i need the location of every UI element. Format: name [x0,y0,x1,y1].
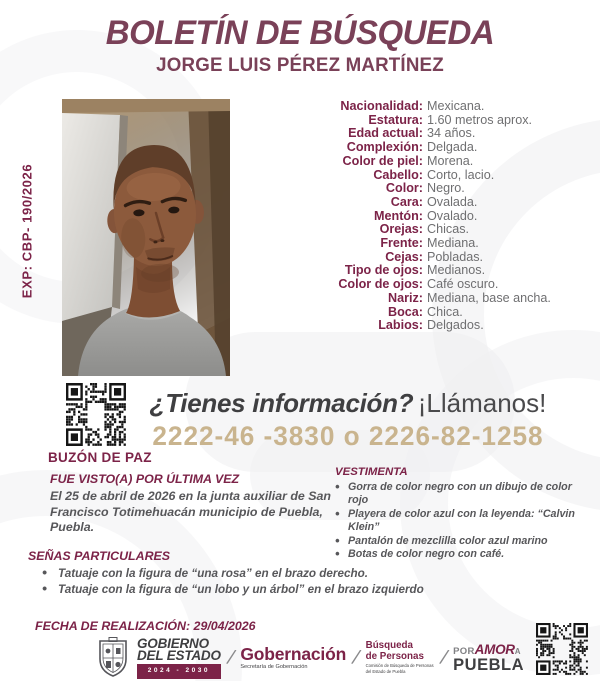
characteristic-label: Color de ojos: [338,277,423,292]
characteristic-row [295,210,595,224]
busqueda-sub2: del Estado de Puebla [365,668,406,674]
qr-code-contact [66,383,126,446]
characteristic-label: Cara: [390,194,423,209]
gobernacion-logo [240,646,346,670]
characteristic-value: Chica. [427,304,463,319]
characteristic-row [295,306,595,320]
characteristic-value: Mediana, base ancha. [427,290,551,305]
characteristic-row [295,319,595,333]
characteristic-value: Mediana. [427,236,479,251]
logo-separator: / [439,646,448,669]
characteristic-label: Complexión: [346,140,423,155]
clothing-title: VESTIMENTA [335,466,408,478]
gobierno-line2: DEL ESTADO [137,648,221,663]
qr-code-bottom [536,623,588,675]
clothing-item: • Pantalón de mezclilla color azul marino [335,535,591,548]
expediente-number: EXP: CBP- 190/2026 [19,163,35,299]
characteristic-label: Labios: [378,318,423,333]
characteristic-row [295,100,595,114]
characteristic-row [295,196,595,210]
characteristic-row [295,223,595,237]
logo-separator: / [226,646,235,669]
clothing-item: • Botas de color negro con café. [335,548,591,561]
amor-logo-amor: AMOR [474,642,515,657]
characteristic-row [295,292,595,306]
amor-logo-puebla: PUEBLA [453,656,525,674]
last-seen-title: FUE VISTO(A) POR ÚLTIMA VEZ [50,472,240,486]
characteristic-value: Café oscuro. [427,277,499,292]
characteristic-value: Pobladas. [427,249,484,264]
contact-call-to-action: ¡Llámanos! [417,388,547,418]
characteristic-value: Delgada. [427,140,478,155]
clothing-section [335,466,591,561]
characteristic-value: Chicas. [427,222,469,237]
characteristic-label: Color de piel: [342,153,423,168]
characteristic-row [295,278,595,292]
characteristic-label: Orejas: [379,222,423,237]
clothing-item: • Playera de color azul con la leyenda: “Calvin Klein” [335,508,591,535]
clothing-item: • Gorra de color negro con un dibujo de color rojo [335,481,591,508]
characteristic-label: Edad actual: [348,126,423,141]
characteristic-value: Morena. [427,153,474,168]
person-photo [62,99,230,376]
characteristic-label: Tipo de ojos: [344,263,423,278]
last-seen-text: El 25 de abril de 2026 en la junta auxiliar de San Francisco Totimehuacán municipio de Puebla, Puebla. [50,489,331,534]
gobierno-term-band: 2024 - 2030 [137,664,221,679]
contact-phone-numbers: 2222-46 -3830 o 2226-82-1258 [152,421,544,451]
characteristic-value: 34 años. [427,126,476,141]
characteristic-label: Boca: [388,304,423,319]
characteristic-value: Medianos. [427,263,486,278]
busqueda-sub1: Comisión de Búsqueda de Personas [365,662,434,668]
characteristic-value: Delgados. [427,318,484,333]
creation-date: FECHA DE REALIZACIÓN: 29/04/2026 [35,619,256,633]
person-name: JORGE LUIS PÉREZ MARTÍNEZ [156,54,444,76]
distinguishing-marks-section [28,549,498,597]
characteristic-row [295,141,595,155]
qr-code [66,383,126,446]
characteristic-row [295,155,595,169]
state-coat-of-arms-icon [96,637,130,679]
characteristic-label: Nariz: [388,290,423,305]
buzon-de-paz-label: BUZÓN DE PAZ [48,450,152,465]
portrait-illustration [62,99,230,376]
characteristic-label: Estatura: [368,112,423,127]
characteristic-row [295,237,595,251]
characteristic-row [295,264,595,278]
amor-logo-a: A [514,647,521,656]
logo-separator: / [351,646,361,669]
characteristic-value: 1.60 metros aprox. [427,112,532,127]
characteristic-row [295,169,595,183]
gobernacion-subtitle: Secretaría de Gobernación [240,664,308,670]
distinguishing-marks-list [28,566,498,597]
page-title: BOLETÍN DE BÚSQUEDA [105,14,495,52]
distinguishing-mark-item: • Tatuaje con la figura de “un lobo y un árbol” en el brazo izquierdo [42,582,498,598]
busqueda-de-personas-logo [366,641,434,674]
characteristic-label: Frente: [380,236,423,251]
characteristics-list [295,100,595,333]
characteristic-value: Mexicana. [427,99,485,113]
busqueda-line1: Búsqueda [365,640,413,652]
last-seen-section [50,472,332,536]
characteristic-label: Nacionalidad: [340,99,423,113]
characteristic-row [295,127,595,141]
characteristic-label: Cabello: [373,167,423,182]
characteristic-label: Cejas: [385,249,423,264]
characteristic-value: Ovalado. [427,208,478,223]
distinguishing-mark-item: • Tatuaje con la figura de “una rosa” en el brazo derecho. [42,566,498,582]
por-amor-a-puebla-logo [453,644,524,672]
characteristic-row [295,182,595,196]
distinguishing-marks-title: SEÑAS PARTICULARES [28,549,171,563]
characteristic-label: Color: [385,181,423,196]
characteristic-row [295,114,595,128]
contact-block [133,388,563,452]
characteristic-row [295,251,595,265]
characteristic-value: Negro. [427,181,465,196]
qr-code [536,623,588,675]
gobierno-del-estado-logo [137,635,221,679]
characteristic-value: Ovalada. [427,194,478,209]
contact-question-line [133,388,563,419]
gobierno-line1: GOBIERNO [137,635,209,651]
amor-logo-por: POR [453,646,475,657]
busqueda-line2: de Personas [365,650,424,662]
characteristic-label: Mentón: [374,208,423,223]
contact-question: ¿Tienes información? [149,388,414,418]
footer-logos [96,636,524,680]
characteristic-value: Corto, lacio. [427,167,495,182]
gobernacion-name: Gobernación [240,644,347,664]
